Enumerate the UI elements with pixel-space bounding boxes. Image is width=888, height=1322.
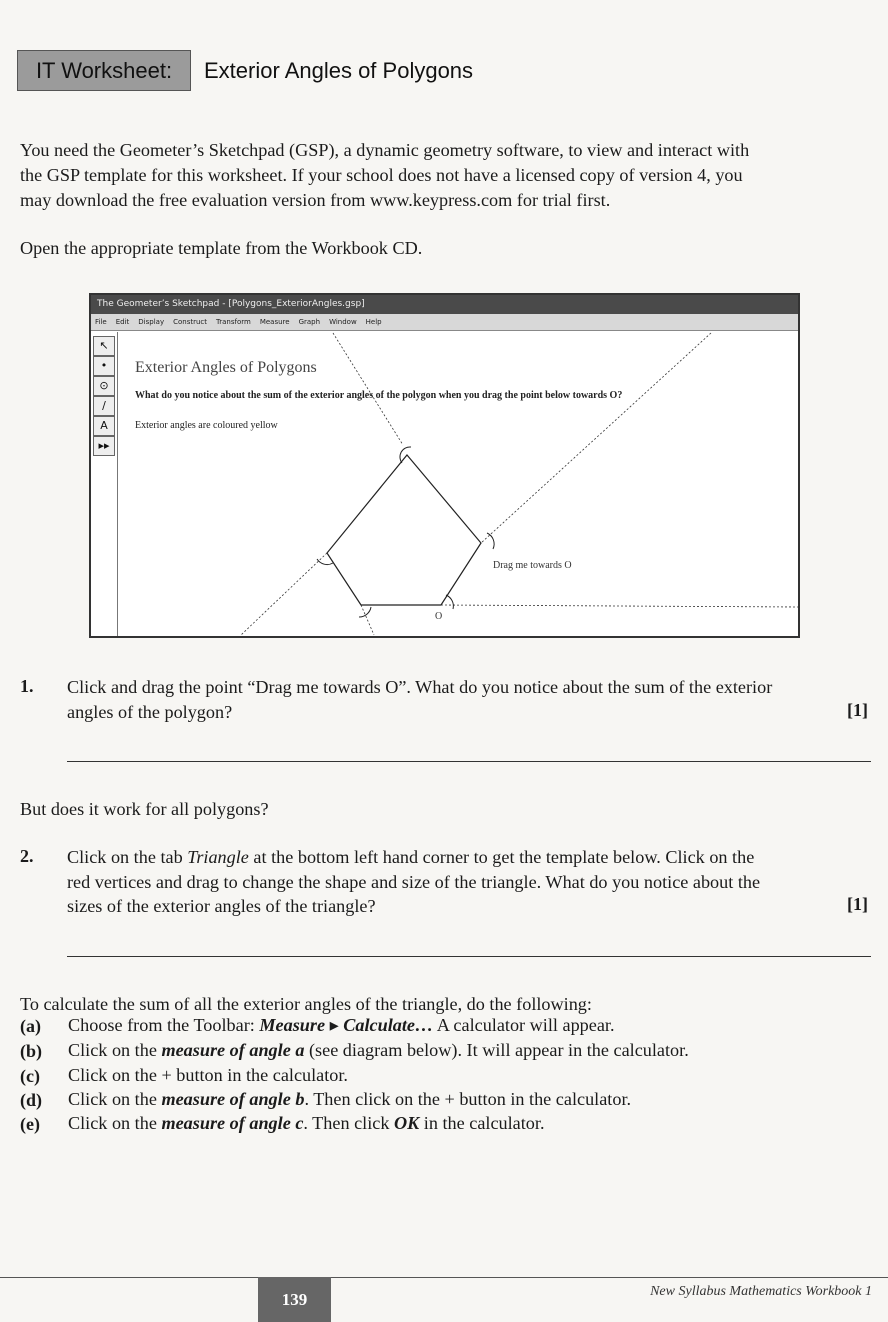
extension-line	[241, 553, 327, 635]
exterior-angle-arc	[400, 447, 411, 463]
menu-transform[interactable]: Transform	[216, 318, 251, 326]
step-a-text: Choose from the Toolbar: Measure ▸ Calculate… A calculator will appear.	[68, 1015, 615, 1035]
step-c-text: Click on the + button in the calculator.	[68, 1065, 348, 1085]
footer-rule	[0, 1277, 888, 1278]
extension-line	[441, 605, 798, 607]
gsp-screenshot	[89, 293, 800, 638]
intro-line-2: the GSP template for this worksheet. If your school does not have a licensed copy of version 4, you	[20, 165, 743, 185]
question-2-number: 2.	[20, 846, 34, 866]
intro-line-3: may download the free evaluation version from www.keypress.com for trial first.	[20, 190, 611, 210]
drag-point-label[interactable]: Drag me towards O	[493, 560, 572, 571]
intro-line-1: You need the Geometer’s Sketchpad (GSP), a dynamic geometry software, to view and interact with	[20, 140, 750, 160]
step-e-label: (e)	[20, 1114, 40, 1134]
gsp-window-title: The Geometer’s Sketchpad - [Polygons_ExteriorAngles.gsp]	[91, 295, 798, 314]
sketch-question: What do you notice about the sum of the exterior angles of the polygon when you drag the point below towards O?	[135, 390, 623, 401]
question-2-line-2: red vertices and drag to change the shape and size of the triangle. What do you notice about the	[67, 872, 761, 892]
sketch-note: Exterior angles are coloured yellow	[135, 420, 278, 431]
pentagon	[327, 455, 481, 605]
menu-window[interactable]: Window	[329, 318, 357, 326]
step-d-label: (d)	[20, 1090, 42, 1110]
exterior-angle-arc	[487, 533, 494, 549]
menu-help[interactable]: Help	[365, 318, 382, 326]
question-1-line-2: angles of the polygon?	[67, 702, 233, 722]
question-1-mark: [1]	[847, 700, 868, 720]
line-tool-icon[interactable]: ∕	[93, 396, 115, 416]
menu-construct[interactable]: Construct	[173, 318, 207, 326]
mid-question: But does it work for all polygons?	[20, 799, 269, 819]
text-tool-icon[interactable]: A	[93, 416, 115, 436]
point-o-label: O	[435, 611, 443, 622]
q2-triangle-tab: Triangle	[187, 847, 249, 867]
step-c-label: (c)	[20, 1066, 40, 1086]
question-1-line-1: Click and drag the point “Drag me towards O”. What do you notice about the sum of the exterior	[67, 677, 773, 697]
answer-line-2[interactable]	[67, 956, 871, 957]
q2-text-c: at the bottom left hand corner to get the template below. Click on the	[248, 847, 755, 867]
compass-tool-icon[interactable]: ⊙	[93, 376, 115, 396]
exterior-angle-arc	[446, 595, 453, 609]
menu-graph[interactable]: Graph	[298, 318, 321, 326]
step-d-text: Click on the measure of angle b. Then click on the + button in the calculator.	[68, 1089, 632, 1109]
q2-text-a: Click on the tab	[67, 847, 188, 867]
exterior-angle-arc	[317, 559, 333, 565]
intro-open-template: Open the appropriate template from the Workbook CD.	[20, 238, 423, 258]
extension-line	[481, 333, 711, 543]
question-2-mark: [1]	[847, 894, 868, 914]
calc-intro: To calculate the sum of all the exterior angles of the triangle, do the following:	[20, 994, 592, 1014]
polygon-diagram	[91, 295, 798, 636]
extension-line	[361, 605, 374, 635]
question-2-line-3: sizes of the exterior angles of the triangle?	[67, 896, 376, 916]
custom-tool-icon[interactable]: ▸▸	[93, 436, 115, 456]
book-title: New Syllabus Mathematics Workbook 1	[650, 1284, 872, 1299]
extension-line	[333, 333, 403, 445]
worksheet-label: IT Worksheet:	[17, 50, 191, 91]
point-tool-icon[interactable]: •	[93, 356, 115, 376]
sketch-title: Exterior Angles of Polygons	[135, 359, 317, 376]
page-title: Exterior Angles of Polygons	[204, 58, 474, 83]
page-number: 139	[258, 1277, 331, 1322]
step-e-text: Click on the measure of angle c. Then click OK in the calculator.	[68, 1113, 545, 1133]
arrow-tool-icon[interactable]: ↖	[93, 336, 115, 356]
step-b-label: (b)	[20, 1041, 42, 1061]
menu-edit[interactable]: Edit	[115, 318, 130, 326]
step-a-label: (a)	[20, 1016, 41, 1036]
answer-line-1[interactable]	[67, 761, 871, 762]
menu-file[interactable]: File	[95, 318, 107, 326]
menu-measure[interactable]: Measure	[259, 318, 290, 326]
question-2-line-1	[67, 845, 870, 870]
exterior-angle-arc	[359, 607, 371, 617]
menu-display[interactable]: Display	[138, 318, 165, 326]
question-1-number: 1.	[20, 676, 34, 696]
step-b-text: Click on the measure of angle a (see diagram below). It will appear in the calculator.	[68, 1040, 689, 1060]
